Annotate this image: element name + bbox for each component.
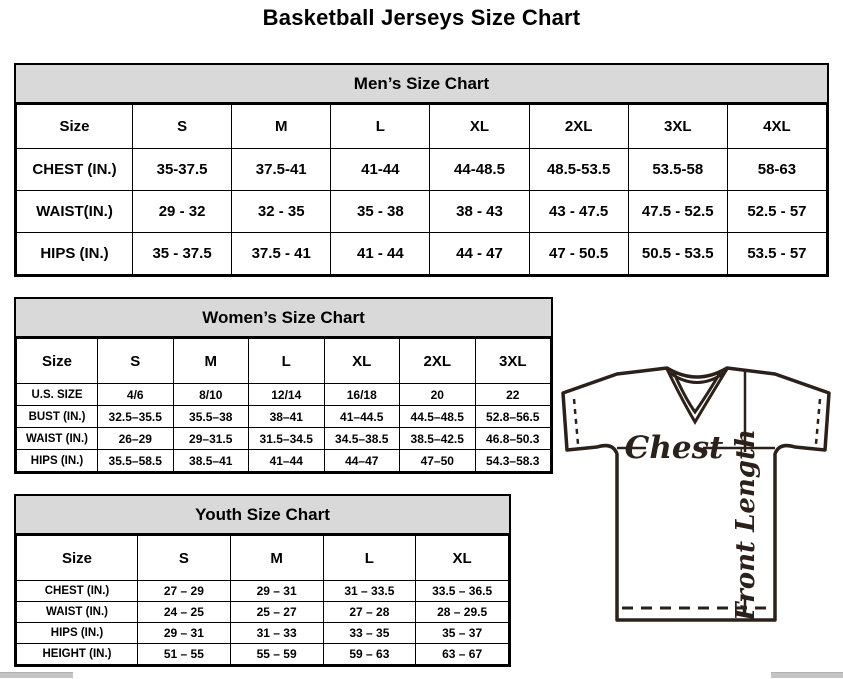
- men_chart-value-cell: 53.5-58: [628, 149, 727, 191]
- youth_chart-value-cell: 33 – 35: [323, 623, 416, 644]
- women_chart-value-cell: 20: [400, 384, 476, 406]
- mens-size-chart-table: [16, 104, 827, 275]
- women_chart-value-cell: 26–29: [98, 428, 174, 450]
- men_chart-value-cell: 37.5 - 41: [232, 233, 331, 275]
- men_chart-value-cell: 48.5-53.5: [529, 149, 628, 191]
- men_chart-size-column-header: L: [331, 105, 430, 149]
- women_chart-value-cell: 16/18: [324, 384, 400, 406]
- women_chart-value-cell: 32.5–35.5: [98, 406, 174, 428]
- men_chart-value-cell: 32 - 35: [232, 191, 331, 233]
- men_chart-data-row: [17, 191, 827, 233]
- men_chart-value-cell: 50.5 - 53.5: [628, 233, 727, 275]
- women_chart-size-column-header: 3XL: [475, 339, 551, 384]
- women_chart-value-cell: 22: [475, 384, 551, 406]
- horizontal-scrollbar-fragment-right[interactable]: [771, 672, 843, 678]
- men_chart-value-cell: 38 - 43: [430, 191, 529, 233]
- youth_chart-value-cell: 28 – 29.5: [416, 602, 509, 623]
- women_chart-value-cell: 4/6: [98, 384, 174, 406]
- youth_chart-size-column-header: L: [323, 536, 416, 581]
- women_chart-value-cell: 12/14: [249, 384, 325, 406]
- women_chart-data-row: [17, 428, 551, 450]
- page-title: Basketball Jerseys Size Chart: [262, 5, 581, 30]
- women_chart-value-cell: 41–44: [249, 450, 325, 472]
- men_chart-data-row: [17, 233, 827, 275]
- mens-size-chart-header: Men’s Size Chart: [16, 65, 827, 104]
- youth_chart-row-label: CHEST (IN.): [17, 581, 138, 602]
- women_chart-value-cell: 8/10: [173, 384, 249, 406]
- women_chart-data-row: [17, 406, 551, 428]
- men_chart-size-column-header: S: [133, 105, 232, 149]
- men_chart-value-cell: 41 - 44: [331, 233, 430, 275]
- chest-label: Chest: [624, 430, 724, 466]
- women_chart-data-row: [17, 384, 551, 406]
- horizontal-scrollbar-fragment-left[interactable]: [0, 672, 73, 678]
- youth_chart-data-row: [17, 602, 509, 623]
- women_chart-row-label: WAIST (IN.): [17, 428, 98, 450]
- women_chart-value-cell: 44–47: [324, 450, 400, 472]
- youth_chart-row-label: HEIGHT (IN.): [17, 644, 138, 665]
- women_chart-value-cell: 38–41: [249, 406, 325, 428]
- women_chart-size-column-header: XL: [324, 339, 400, 384]
- men_chart-corner-label: Size: [17, 105, 133, 149]
- women_chart-size-column-header: L: [249, 339, 325, 384]
- women_chart-value-cell: 46.8–50.3: [475, 428, 551, 450]
- women_chart-value-cell: 54.3–58.3: [475, 450, 551, 472]
- men_chart-size-column-header: 3XL: [628, 105, 727, 149]
- women_chart-value-cell: 44.5–48.5: [400, 406, 476, 428]
- youth_chart-value-cell: 29 – 31: [138, 623, 231, 644]
- women_chart-value-cell: 38.5–41: [173, 450, 249, 472]
- youth_chart-value-cell: 27 – 29: [138, 581, 231, 602]
- youth_chart-value-cell: 51 – 55: [138, 644, 231, 665]
- youth_chart-corner-label: Size: [17, 536, 138, 581]
- women_chart-value-cell: 34.5–38.5: [324, 428, 400, 450]
- men_chart-header-row: [17, 105, 827, 149]
- men_chart-row-label: HIPS (IN.): [17, 233, 133, 275]
- men_chart-value-cell: 43 - 47.5: [529, 191, 628, 233]
- men_chart-size-column-header: 4XL: [727, 105, 826, 149]
- youth_chart-data-row: [17, 581, 509, 602]
- men_chart-value-cell: 47 - 50.5: [529, 233, 628, 275]
- youth_chart-value-cell: 33.5 – 36.5: [416, 581, 509, 602]
- men_chart-value-cell: 44-48.5: [430, 149, 529, 191]
- women_chart-row-label: BUST (IN.): [17, 406, 98, 428]
- men_chart-value-cell: 47.5 - 52.5: [628, 191, 727, 233]
- women_chart-value-cell: 29–31.5: [173, 428, 249, 450]
- men_chart-value-cell: 37.5-41: [232, 149, 331, 191]
- youth_chart-value-cell: 25 – 27: [230, 602, 323, 623]
- men_chart-data-row: [17, 149, 827, 191]
- youth_chart-size-column-header: S: [138, 536, 231, 581]
- women_chart-corner-label: Size: [17, 339, 98, 384]
- youth_chart-header-row: [17, 536, 509, 581]
- womens-size-chart: [14, 297, 553, 474]
- youth-size-chart: [14, 494, 511, 667]
- jersey-outline: [563, 368, 829, 620]
- youth_chart-value-cell: 63 – 67: [416, 644, 509, 665]
- womens-size-chart-table: [16, 338, 551, 472]
- men_chart-row-label: WAIST(IN.): [17, 191, 133, 233]
- women_chart-row-label: HIPS (IN.): [17, 450, 98, 472]
- women_chart-value-cell: 47–50: [400, 450, 476, 472]
- men_chart-value-cell: 52.5 - 57: [727, 191, 826, 233]
- women_chart-value-cell: 52.8–56.5: [475, 406, 551, 428]
- jersey-measurement-diagram: [551, 358, 843, 638]
- youth_chart-size-column-header: XL: [416, 536, 509, 581]
- youth_chart-row-label: HIPS (IN.): [17, 623, 138, 644]
- youth_chart-data-row: [17, 644, 509, 665]
- men_chart-value-cell: 35 - 37.5: [133, 233, 232, 275]
- mens-size-chart: [14, 63, 829, 277]
- men_chart-value-cell: 35 - 38: [331, 191, 430, 233]
- youth_chart-row-label: WAIST (IN.): [17, 602, 138, 623]
- men_chart-size-column-header: M: [232, 105, 331, 149]
- youth_chart-data-row: [17, 623, 509, 644]
- women_chart-size-column-header: 2XL: [400, 339, 476, 384]
- youth_chart-value-cell: 29 – 31: [230, 581, 323, 602]
- youth_chart-value-cell: 24 – 25: [138, 602, 231, 623]
- men_chart-size-column-header: 2XL: [529, 105, 628, 149]
- women_chart-value-cell: 38.5–42.5: [400, 428, 476, 450]
- women_chart-size-column-header: M: [173, 339, 249, 384]
- women_chart-data-row: [17, 450, 551, 472]
- women_chart-value-cell: 41–44.5: [324, 406, 400, 428]
- women_chart-value-cell: 31.5–34.5: [249, 428, 325, 450]
- youth_chart-size-column-header: M: [230, 536, 323, 581]
- men_chart-value-cell: 53.5 - 57: [727, 233, 826, 275]
- youth_chart-value-cell: 55 – 59: [230, 644, 323, 665]
- youth-size-chart-header: Youth Size Chart: [16, 496, 509, 535]
- youth_chart-value-cell: 31 – 33.5: [323, 581, 416, 602]
- youth_chart-value-cell: 31 – 33: [230, 623, 323, 644]
- women_chart-header-row: [17, 339, 551, 384]
- men_chart-value-cell: 35-37.5: [133, 149, 232, 191]
- women_chart-size-column-header: S: [98, 339, 174, 384]
- women_chart-value-cell: 35.5–58.5: [98, 450, 174, 472]
- youth-size-chart-table: [16, 535, 509, 665]
- womens-size-chart-header: Women’s Size Chart: [16, 299, 551, 338]
- men_chart-value-cell: 29 - 32: [133, 191, 232, 233]
- women_chart-value-cell: 35.5–38: [173, 406, 249, 428]
- men_chart-value-cell: 44 - 47: [430, 233, 529, 275]
- youth_chart-value-cell: 35 – 37: [416, 623, 509, 644]
- men_chart-row-label: CHEST (IN.): [17, 149, 133, 191]
- youth_chart-value-cell: 27 – 28: [323, 602, 416, 623]
- jersey-diagram-svg: [551, 358, 843, 638]
- men_chart-size-column-header: XL: [430, 105, 529, 149]
- youth_chart-value-cell: 59 – 63: [323, 644, 416, 665]
- front-length-label: Front Length: [731, 429, 761, 621]
- men_chart-value-cell: 41-44: [331, 149, 430, 191]
- women_chart-row-label: U.S. SIZE: [17, 384, 98, 406]
- men_chart-value-cell: 58-63: [727, 149, 826, 191]
